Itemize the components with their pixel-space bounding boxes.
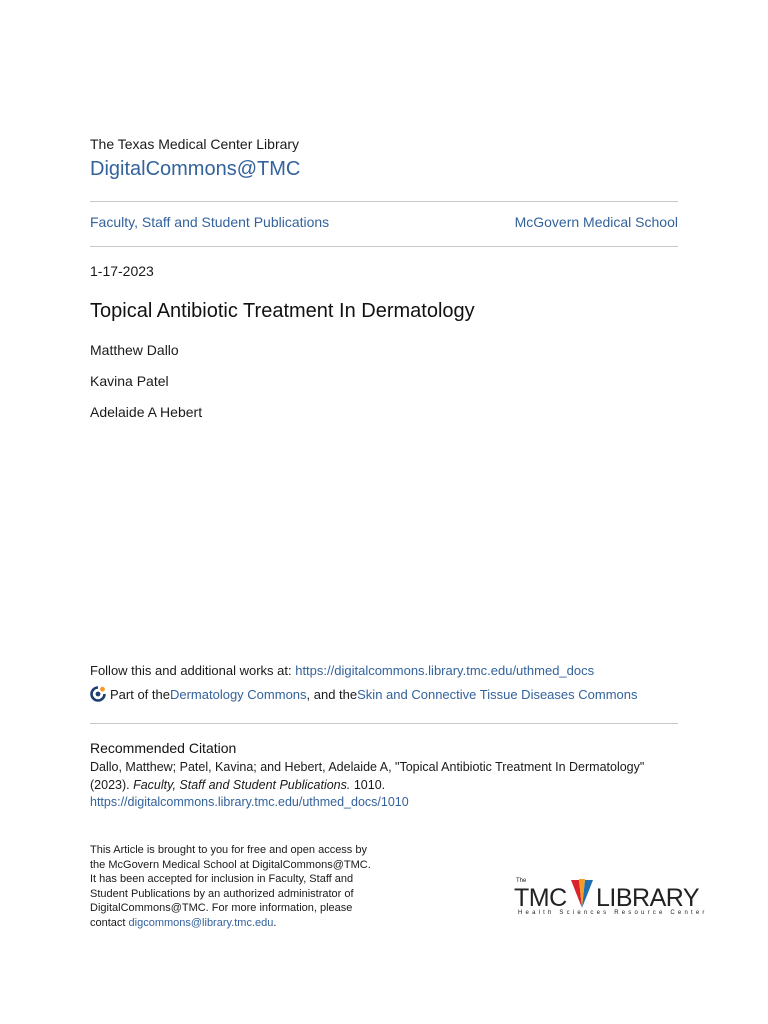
notice-line: the McGovern Medical School at DigitalCommons@TMC. xyxy=(90,858,371,871)
article-title: Topical Antibiotic Treatment In Dermatology xyxy=(90,300,475,322)
notice-line: Student Publications by an authorized administrator of xyxy=(90,887,354,900)
access-notice xyxy=(90,843,390,931)
logo-flame-icon xyxy=(569,878,595,910)
logo-the: The xyxy=(516,878,527,884)
publication-date: 1-17-2023 xyxy=(90,263,154,279)
author-name: Matthew Dallo xyxy=(90,342,179,358)
commons-network-icon xyxy=(90,686,106,702)
part-of-prefix: Part of the xyxy=(110,686,170,702)
skin-diseases-commons-link[interactable]: Skin and Connective Tissue Diseases Commons xyxy=(357,686,638,702)
citation-url-link[interactable]: https://digitalcommons.library.tmc.edu/uthmed_docs/1010 xyxy=(90,795,409,809)
logo-tmc: TMC xyxy=(514,884,567,912)
divider xyxy=(90,246,678,247)
dermatology-commons-link[interactable]: Dermatology Commons xyxy=(169,686,307,702)
part-of-line xyxy=(90,686,638,702)
citation-heading: Recommended Citation xyxy=(90,740,237,756)
follow-prefix: Follow this and additional works at: xyxy=(90,663,296,678)
notice-line: It has been accepted for inclusion in Faculty, Staff and xyxy=(90,873,354,886)
notice-end: . xyxy=(273,916,277,929)
contact-email-link[interactable]: digcommons@library.tmc.edu xyxy=(128,916,274,929)
citation-journal: Faculty, Staff and Student Publications. xyxy=(133,777,351,792)
repository-link[interactable]: DigitalCommons@TMC xyxy=(90,158,301,180)
citation-text xyxy=(90,759,680,812)
citation-body: Dallo, Matthew; Patel, Kavina; and Hebert, Adelaide A, "Topical Antibiotic Treatment In Dermatology" (2023). xyxy=(90,760,645,792)
follow-line xyxy=(90,663,594,678)
notice-contact-prefix: contact xyxy=(90,916,129,929)
series-link[interactable]: Faculty, Staff and Student Publications xyxy=(90,214,330,230)
notice-line: This Article is brought to you for free and open access by xyxy=(90,844,367,856)
part-of-middle: , and the xyxy=(306,686,358,702)
divider xyxy=(90,201,678,202)
citation-number: 1010. xyxy=(350,777,386,792)
logo-tagline: Health Sciences Resource Center xyxy=(518,910,708,916)
notice-line: DigitalCommons@TMC. For more information, please xyxy=(90,902,353,915)
divider xyxy=(90,723,678,724)
author-name: Kavina Patel xyxy=(90,373,169,389)
library-name: The Texas Medical Center Library xyxy=(90,136,300,152)
follow-url-link[interactable]: https://digitalcommons.library.tmc.edu/uthmed_docs xyxy=(295,663,595,678)
school-link[interactable]: McGovern Medical School xyxy=(514,214,678,230)
logo-library: LIBRARY xyxy=(596,884,700,912)
author-name: Adelaide A Hebert xyxy=(90,404,203,420)
tmc-library-logo xyxy=(514,878,708,918)
